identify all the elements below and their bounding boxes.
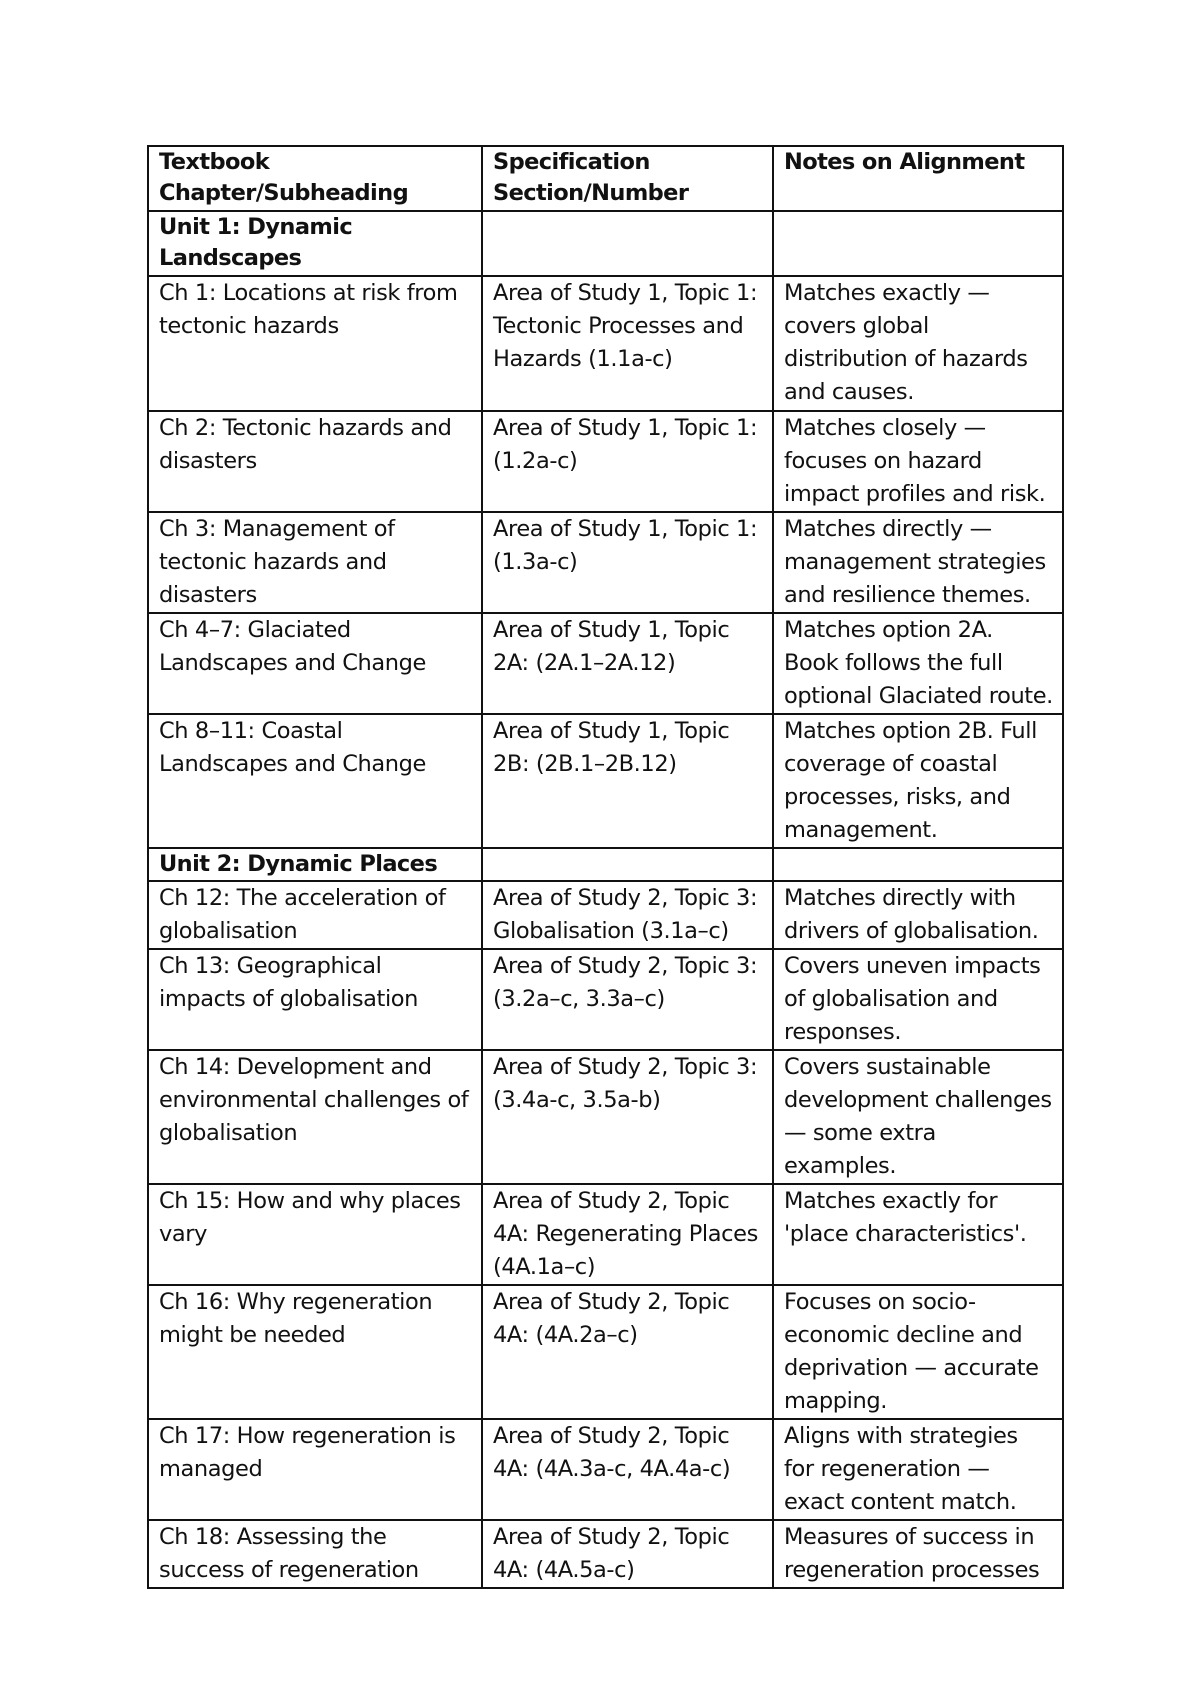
table-row <box>148 714 1063 848</box>
notes-cell: Matches option 2A. Book follows the full optional Glaciated route. <box>773 613 1063 714</box>
specification-cell: Area of Study 2, Topic 4A: Regenerating Places (4A.1a–c) <box>482 1184 773 1285</box>
specification-cell: Area of Study 1, Topic 2A: (2A.1–2A.12) <box>482 613 773 714</box>
unit-heading-row <box>148 848 1063 881</box>
table-row <box>148 1419 1063 1520</box>
notes-cell: Matches directly with drivers of globalisation. <box>773 881 1063 949</box>
alignment-table <box>147 145 1064 1589</box>
specification-cell: Area of Study 1, Topic 1: Tectonic Processes and Hazards (1.1a-c) <box>482 276 773 411</box>
chapter-cell: Ch 16: Why regeneration might be needed <box>148 1285 482 1419</box>
table-header-row <box>148 146 1063 211</box>
specification-cell: Area of Study 1, Topic 1: (1.3a-c) <box>482 512 773 613</box>
notes-cell: Covers sustainable development challenges — some extra examples. <box>773 1050 1063 1184</box>
unit-heading: Unit 1: Dynamic Landscapes <box>148 211 482 276</box>
header-notes-on-alignment: Notes on Alignment <box>773 146 1063 211</box>
chapter-cell: Ch 8–11: Coastal Landscapes and Change <box>148 714 482 848</box>
chapter-cell: Ch 13: Geographical impacts of globalisation <box>148 949 482 1050</box>
chapter-cell: Ch 12: The acceleration of globalisation <box>148 881 482 949</box>
specification-cell: Area of Study 2, Topic 4A: (4A.3a-c, 4A.4a-c) <box>482 1419 773 1520</box>
empty-cell <box>773 848 1063 881</box>
notes-cell: Aligns with strategies for regeneration — exact content match. <box>773 1419 1063 1520</box>
chapter-cell: Ch 15: How and why places vary <box>148 1184 482 1285</box>
notes-cell: Matches directly — management strategies and resilience themes. <box>773 512 1063 613</box>
chapter-cell: Ch 2: Tectonic hazards and disasters <box>148 411 482 512</box>
header-specification-section: Specification Section/Number <box>482 146 773 211</box>
chapter-cell: Ch 3: Management of tectonic hazards and disasters <box>148 512 482 613</box>
notes-cell: Measures of success in regeneration processes <box>773 1520 1063 1588</box>
unit-heading: Unit 2: Dynamic Places <box>148 848 482 881</box>
notes-cell: Matches option 2B. Full coverage of coastal processes, risks, and management. <box>773 714 1063 848</box>
table-row <box>148 1050 1063 1184</box>
unit-heading-row <box>148 211 1063 276</box>
specification-cell: Area of Study 1, Topic 1: (1.2a-c) <box>482 411 773 512</box>
empty-cell <box>482 211 773 276</box>
table-row <box>148 1285 1063 1419</box>
specification-cell: Area of Study 2, Topic 4A: (4A.5a-c) <box>482 1520 773 1588</box>
table-row <box>148 1184 1063 1285</box>
table-row <box>148 276 1063 411</box>
chapter-cell: Ch 14: Development and environmental challenges of globalisation <box>148 1050 482 1184</box>
chapter-cell: Ch 18: Assessing the success of regeneration <box>148 1520 482 1588</box>
chapter-cell: Ch 17: How regeneration is managed <box>148 1419 482 1520</box>
notes-cell: Matches exactly for 'place characteristics'. <box>773 1184 1063 1285</box>
empty-cell <box>482 848 773 881</box>
specification-cell: Area of Study 1, Topic 2B: (2B.1–2B.12) <box>482 714 773 848</box>
specification-cell: Area of Study 2, Topic 3: (3.4a-c, 3.5a-b) <box>482 1050 773 1184</box>
notes-cell: Covers uneven impacts of globalisation and responses. <box>773 949 1063 1050</box>
table-row <box>148 1520 1063 1588</box>
chapter-cell: Ch 4–7: Glaciated Landscapes and Change <box>148 613 482 714</box>
table-row <box>148 512 1063 613</box>
specification-cell: Area of Study 2, Topic 4A: (4A.2a–c) <box>482 1285 773 1419</box>
notes-cell: Matches closely — focuses on hazard impact profiles and risk. <box>773 411 1063 512</box>
notes-cell: Matches exactly — covers global distribution of hazards and causes. <box>773 276 1063 411</box>
table-row <box>148 613 1063 714</box>
table-row <box>148 411 1063 512</box>
specification-cell: Area of Study 2, Topic 3: Globalisation (3.1a–c) <box>482 881 773 949</box>
empty-cell <box>773 211 1063 276</box>
specification-cell: Area of Study 2, Topic 3: (3.2a–c, 3.3a–c) <box>482 949 773 1050</box>
header-textbook-chapter: Textbook Chapter/Subheading <box>148 146 482 211</box>
table-row <box>148 949 1063 1050</box>
notes-cell: Focuses on socio-economic decline and deprivation — accurate mapping. <box>773 1285 1063 1419</box>
chapter-cell: Ch 1: Locations at risk from tectonic hazards <box>148 276 482 411</box>
table-row <box>148 881 1063 949</box>
